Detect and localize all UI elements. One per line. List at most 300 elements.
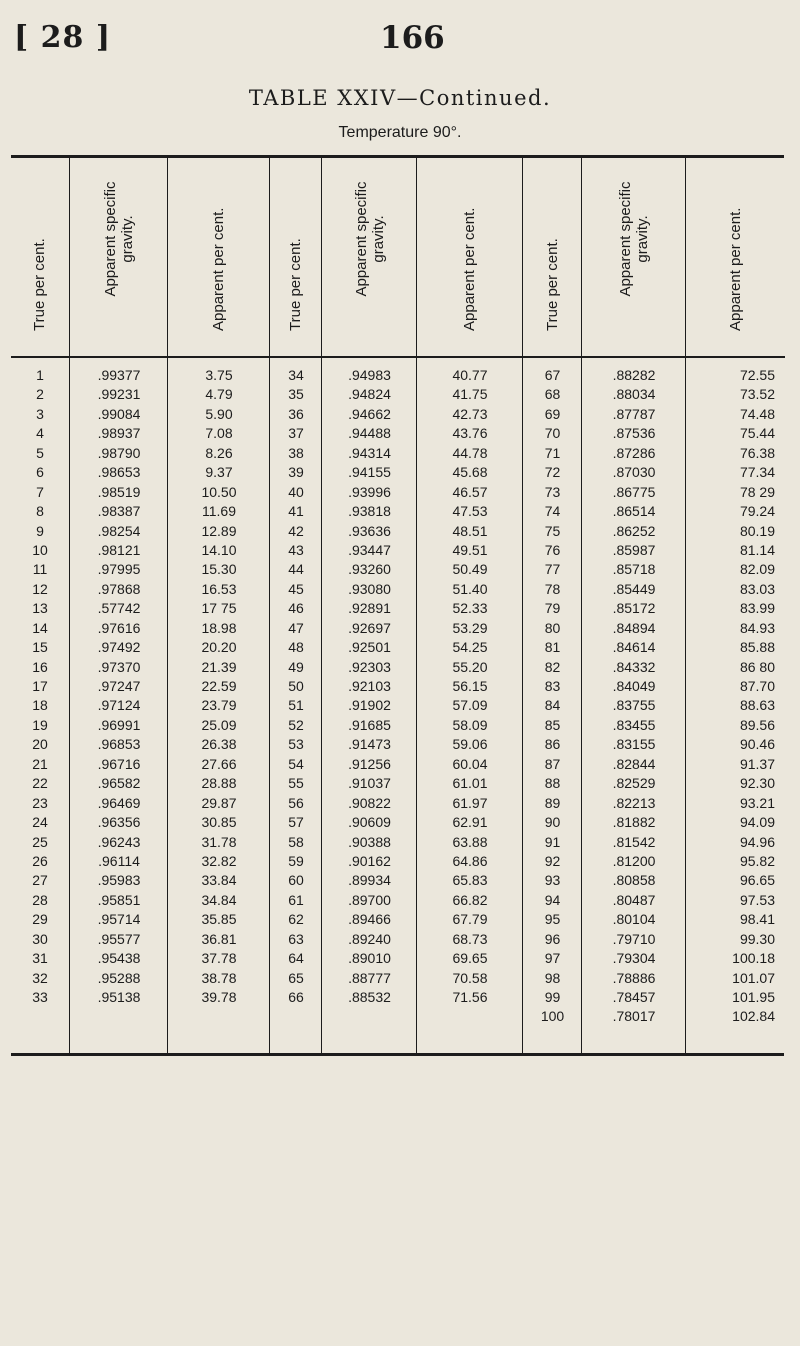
table-cell: .90162 bbox=[348, 852, 391, 869]
table-cell: 80 bbox=[544, 619, 561, 636]
table-cell: 72 bbox=[544, 464, 561, 481]
table-cell: .96853 bbox=[97, 736, 141, 753]
table-cell: .88777 bbox=[348, 969, 391, 986]
table-cell: .84614 bbox=[612, 639, 656, 656]
table-cell: .94824 bbox=[348, 386, 391, 403]
table-cell: 30 bbox=[32, 930, 48, 947]
table-cell: 51 bbox=[288, 697, 304, 714]
table-cell: 47.53 bbox=[452, 503, 488, 520]
table-cell: 15 bbox=[32, 639, 48, 656]
table-cell: 81.14 bbox=[739, 541, 775, 558]
table-cell: 74 bbox=[544, 503, 561, 520]
table-cell: 93 bbox=[544, 872, 561, 889]
table-cell: 50 bbox=[288, 678, 304, 694]
table-cell: 65 bbox=[288, 969, 304, 986]
table-cell: 97.53 bbox=[739, 891, 775, 908]
table-cell: .98653 bbox=[97, 464, 141, 481]
table-cell: .87286 bbox=[612, 444, 656, 461]
table-cell: .92103 bbox=[348, 678, 391, 694]
table-cell: 48.51 bbox=[452, 522, 488, 539]
table-cell: 102.84 bbox=[732, 1008, 775, 1025]
table-cell: .99084 bbox=[97, 405, 141, 422]
table-cell: .79710 bbox=[612, 930, 656, 947]
table-cell: 81 bbox=[544, 639, 561, 656]
column-header bbox=[523, 158, 582, 358]
table-cell: 27 bbox=[32, 872, 48, 889]
column-header-label: Apparent per cent. bbox=[210, 207, 227, 331]
table-cell: .97995 bbox=[97, 561, 141, 578]
table-cell: 94.96 bbox=[739, 833, 775, 850]
table-cell: 70 bbox=[544, 425, 561, 442]
column-cells bbox=[322, 366, 417, 1007]
table-cell: 65.83 bbox=[452, 872, 488, 889]
column-apparent-specific-gravity-2 bbox=[321, 158, 417, 1053]
table-cell: 101.95 bbox=[732, 989, 775, 1005]
table-cell: 79.24 bbox=[739, 503, 775, 520]
table-cell: .96582 bbox=[97, 775, 141, 792]
column-apparent-per-cent-1 bbox=[167, 158, 270, 1053]
table-cell: 78 bbox=[544, 580, 561, 597]
table-cell: .91256 bbox=[348, 755, 391, 772]
column-header bbox=[417, 158, 523, 358]
table-cell: 49 bbox=[288, 658, 304, 675]
table-cell: 84.93 bbox=[739, 619, 775, 636]
table-cell: .85449 bbox=[612, 580, 656, 597]
table-cell: 53 bbox=[288, 736, 304, 753]
table-cell: 45 bbox=[288, 580, 304, 597]
column-apparent-specific-gravity-3 bbox=[581, 158, 686, 1053]
table-cell: 42.73 bbox=[452, 405, 488, 422]
table-cell: 59.06 bbox=[452, 736, 488, 753]
table-cell: 22 bbox=[32, 775, 48, 792]
table-cell: 69 bbox=[544, 405, 561, 422]
table-cell: .78017 bbox=[612, 1008, 656, 1025]
table-cell: 62 bbox=[288, 911, 304, 928]
table-cell: 13 bbox=[32, 600, 48, 617]
table-cell: 45.68 bbox=[452, 464, 488, 481]
table-cell: .91037 bbox=[348, 775, 391, 792]
table-cell: 21 bbox=[32, 755, 48, 772]
table-cell: 70.58 bbox=[452, 969, 488, 986]
column-header bbox=[686, 158, 785, 358]
table-cell: 16.53 bbox=[201, 580, 237, 597]
table-cell: .84332 bbox=[612, 658, 656, 675]
table-cell: 56.15 bbox=[452, 678, 488, 694]
table-cell: 94 bbox=[544, 891, 561, 908]
table-cell: .96991 bbox=[97, 716, 141, 733]
table-cell: 85 bbox=[544, 716, 561, 733]
table-cell: 32 bbox=[32, 969, 48, 986]
table-cell: 54 bbox=[288, 755, 304, 772]
table-cell: 61 bbox=[288, 891, 304, 908]
table-cell: 80.19 bbox=[739, 522, 775, 539]
table-cell: 7.08 bbox=[205, 425, 233, 442]
table-cell: .86514 bbox=[612, 503, 656, 520]
table-cell: 88 bbox=[544, 775, 561, 792]
page-reference: [ 28 ] bbox=[14, 20, 112, 55]
table-cell: 83.99 bbox=[739, 600, 775, 617]
column-cells bbox=[168, 366, 270, 1007]
table-cell: 59 bbox=[288, 852, 304, 869]
table-cell: .83755 bbox=[612, 697, 656, 714]
data-table bbox=[11, 155, 784, 1056]
page-header bbox=[14, 20, 786, 60]
table-cell: .92891 bbox=[348, 600, 391, 617]
table-cell: .89240 bbox=[348, 930, 391, 947]
table-cell: .90609 bbox=[348, 814, 391, 831]
table-cell: .97124 bbox=[97, 697, 141, 714]
table-cell: .95288 bbox=[97, 969, 141, 986]
table-cell: .89466 bbox=[348, 911, 391, 928]
table-cell: 21.39 bbox=[201, 658, 237, 675]
column-header-label: True per cent. bbox=[287, 238, 304, 331]
column-header bbox=[70, 158, 168, 358]
table-cell: 92.30 bbox=[739, 775, 775, 792]
table-cell: 101.07 bbox=[732, 969, 775, 986]
table-cell: .93636 bbox=[348, 522, 391, 539]
table-cell: .94314 bbox=[348, 444, 391, 461]
table-cell: .95577 bbox=[97, 930, 141, 947]
table-cell: .85172 bbox=[612, 600, 656, 617]
table-cell: .94983 bbox=[348, 367, 391, 383]
table-cell: .96356 bbox=[97, 814, 141, 831]
table-cell: 34 bbox=[288, 367, 304, 383]
table-subtitle: Temperature 90°. bbox=[338, 124, 462, 141]
table-cell: 97 bbox=[544, 950, 561, 967]
column-apparent-per-cent-3 bbox=[685, 158, 785, 1053]
table-cell: 51.40 bbox=[452, 580, 488, 597]
table-cell: 60.04 bbox=[452, 755, 488, 772]
column-header bbox=[582, 158, 686, 358]
table-cell: .84894 bbox=[612, 619, 656, 636]
table-cell: 55.20 bbox=[452, 658, 488, 675]
table-cell: 68 bbox=[544, 386, 561, 403]
table-cell: .97370 bbox=[97, 658, 141, 675]
table-cell: 12.89 bbox=[201, 522, 237, 539]
column-header-label: Apparent per cent. bbox=[726, 207, 744, 331]
table-cell: .97492 bbox=[97, 639, 141, 656]
table-cell: .88034 bbox=[612, 386, 656, 403]
column-header-label: True per cent. bbox=[543, 238, 561, 331]
table-cell: .89934 bbox=[348, 872, 391, 889]
table-cell: 58 bbox=[288, 833, 304, 850]
table-cell: .93996 bbox=[348, 483, 391, 500]
table-cell: .96716 bbox=[97, 755, 141, 772]
table-cell: 53.29 bbox=[452, 619, 488, 636]
table-cell: .98937 bbox=[97, 425, 141, 442]
table-cell: .88532 bbox=[348, 989, 391, 1005]
table-cell: .94488 bbox=[348, 425, 391, 442]
table-cell: .91902 bbox=[348, 697, 391, 714]
table-cell: 100.18 bbox=[732, 950, 775, 967]
table-cell: .84049 bbox=[612, 678, 656, 694]
column-cells bbox=[70, 366, 168, 1007]
table-cell: .92303 bbox=[348, 658, 391, 675]
table-cell: 88.63 bbox=[739, 697, 775, 714]
table-cell: 50.49 bbox=[452, 561, 488, 578]
table-cell: 61.01 bbox=[452, 775, 488, 792]
table-cell: .90822 bbox=[348, 794, 391, 811]
table-cell: 14.10 bbox=[201, 541, 237, 558]
table-cell: .92501 bbox=[348, 639, 391, 656]
page-number: 166 bbox=[380, 20, 445, 56]
table-cell: 31.78 bbox=[201, 833, 237, 850]
table-cell: 99.30 bbox=[739, 930, 775, 947]
table-cell: .80487 bbox=[612, 891, 656, 908]
column-header-label: Apparent specific gravity. bbox=[352, 181, 387, 297]
table-cell: 34.84 bbox=[201, 891, 237, 908]
column-header-label: Apparent per cent. bbox=[461, 207, 478, 331]
table-cell: 79 bbox=[544, 600, 561, 617]
table-cell: .81882 bbox=[612, 814, 656, 831]
table-cell: .95138 bbox=[97, 989, 141, 1005]
table-cell: .79304 bbox=[612, 950, 656, 967]
table-cell: 57.09 bbox=[452, 697, 488, 714]
table-cell: 14 bbox=[32, 619, 48, 636]
table-cell: 38 bbox=[288, 444, 304, 461]
table-cell: 7 bbox=[36, 483, 44, 500]
table-cell: .86775 bbox=[612, 483, 656, 500]
table-cell: .89700 bbox=[348, 891, 391, 908]
table-cell: 16 bbox=[32, 658, 48, 675]
table-cell: .82529 bbox=[612, 775, 656, 792]
table-cell: 11.69 bbox=[202, 503, 236, 520]
table-cell: .80858 bbox=[612, 872, 656, 889]
table-cell: 64.86 bbox=[452, 852, 488, 869]
table-cell: 87.70 bbox=[739, 678, 775, 694]
column-cells bbox=[582, 366, 686, 1027]
table-cell: 96 bbox=[544, 930, 561, 947]
table-cell: .96469 bbox=[97, 794, 141, 811]
table-cell: 5 bbox=[36, 444, 44, 461]
table-cell: .96114 bbox=[98, 852, 140, 869]
table-cell: .83155 bbox=[612, 736, 656, 753]
column-header bbox=[270, 158, 322, 358]
table-cell: 41.75 bbox=[452, 386, 488, 403]
table-cell: 30.85 bbox=[201, 814, 237, 831]
table-cell: 29 bbox=[32, 911, 48, 928]
table-cell: .98790 bbox=[97, 444, 141, 461]
table-cell: 3.75 bbox=[205, 367, 233, 383]
table-cell: 6 bbox=[36, 464, 44, 481]
table-cell: 4.79 bbox=[205, 386, 233, 403]
table-cell: 26 bbox=[32, 852, 48, 869]
table-cell: 86 80 bbox=[739, 658, 775, 675]
table-cell: 20.20 bbox=[201, 639, 237, 656]
table-cell: 25.09 bbox=[201, 716, 237, 733]
table-cell: 87 bbox=[544, 755, 561, 772]
table-cell: 39 bbox=[288, 464, 304, 481]
table-cell: 28.88 bbox=[201, 775, 237, 792]
table-cell: 100 bbox=[540, 1008, 565, 1025]
table-cell: 43 bbox=[288, 541, 304, 558]
column-true-per-cent-3 bbox=[522, 158, 582, 1053]
table-cell: 67 bbox=[544, 367, 561, 383]
table-cell: 8.26 bbox=[205, 444, 233, 461]
table-cell: 33 bbox=[32, 989, 48, 1005]
table-cell: 71 bbox=[544, 444, 561, 461]
table-cell: 86 bbox=[544, 736, 561, 753]
table-cell: .57742 bbox=[97, 600, 141, 617]
table-cell: 17 75 bbox=[201, 600, 237, 617]
table-cell: 83 bbox=[544, 678, 561, 694]
table-cell: .81200 bbox=[612, 852, 656, 869]
table-cell: .85718 bbox=[612, 561, 656, 578]
table-cell: 74.48 bbox=[739, 405, 775, 422]
table-cell: 71.56 bbox=[452, 989, 488, 1005]
column-apparent-specific-gravity-1 bbox=[69, 158, 168, 1053]
table-cell: 55 bbox=[288, 775, 304, 792]
table-cell: .93260 bbox=[348, 561, 391, 578]
table-cell: 39.78 bbox=[201, 989, 237, 1005]
table-cell: .83455 bbox=[612, 716, 656, 733]
table-cell: 49.51 bbox=[452, 541, 488, 558]
table-cell: 56 bbox=[288, 794, 304, 811]
table-cell: 32.82 bbox=[201, 852, 237, 869]
table-cell: 73 bbox=[544, 483, 561, 500]
table-cell: .82213 bbox=[612, 794, 656, 811]
table-cell: .97868 bbox=[97, 580, 141, 597]
table-cell: .94662 bbox=[348, 405, 391, 422]
table-cell: 48 bbox=[288, 639, 304, 656]
table-cell: 31 bbox=[32, 950, 48, 967]
table-cell: .95851 bbox=[97, 891, 141, 908]
table-cell: 37 bbox=[288, 425, 304, 442]
table-cell: 66.82 bbox=[452, 891, 488, 908]
table-cell: 89.56 bbox=[739, 716, 775, 733]
table-cell: 91 bbox=[544, 833, 561, 850]
column-header-label: True per cent. bbox=[31, 238, 48, 331]
column-cells bbox=[11, 366, 69, 1007]
table-cell: 15.30 bbox=[201, 561, 237, 578]
table-cell: .97616 bbox=[97, 619, 141, 636]
column-header-label: Apparent specific gravity. bbox=[102, 181, 136, 297]
column-cells bbox=[523, 366, 582, 1027]
table-cell: 23.79 bbox=[201, 697, 237, 714]
table-cell: .86252 bbox=[612, 522, 656, 539]
table-cell: .99231 bbox=[97, 386, 141, 403]
table-cell: 35 bbox=[288, 386, 304, 403]
table-cell: .98121 bbox=[97, 541, 141, 558]
table-cell: 95 bbox=[544, 911, 561, 928]
table-cell: 5.90 bbox=[205, 405, 233, 422]
table-cell: .90388 bbox=[348, 833, 391, 850]
table-cell: .93818 bbox=[348, 503, 391, 520]
table-cell: 29.87 bbox=[201, 794, 237, 811]
table-cell: 90.46 bbox=[739, 736, 775, 753]
column-cells bbox=[270, 366, 322, 1007]
table-cell: 18 bbox=[32, 697, 48, 714]
table-cell: .87787 bbox=[612, 405, 656, 422]
table-cell: 8 bbox=[36, 503, 44, 520]
table-cell: 67.79 bbox=[452, 911, 488, 928]
table-cell: 19 bbox=[32, 716, 48, 733]
table-cell: 23 bbox=[32, 794, 48, 811]
table-cell: 84 bbox=[544, 697, 561, 714]
table-cell: 75 bbox=[544, 522, 561, 539]
table-cell: 1 bbox=[36, 367, 44, 383]
table-cell: .92697 bbox=[348, 619, 391, 636]
table-cell: .80104 bbox=[612, 911, 656, 928]
table-cell: 46.57 bbox=[452, 483, 488, 500]
table-cell: 64 bbox=[288, 950, 304, 967]
table-cell: 46 bbox=[288, 600, 304, 617]
table-cell: 66 bbox=[288, 989, 304, 1005]
table-cell: 83.03 bbox=[739, 580, 775, 597]
table-cell: 57 bbox=[288, 814, 304, 831]
table-cell: 37.78 bbox=[201, 950, 237, 967]
table-cell: 93.21 bbox=[739, 794, 775, 811]
table-cell: 95.82 bbox=[739, 852, 775, 869]
table-cell: 40 bbox=[288, 483, 304, 500]
table-cell: 10 bbox=[32, 541, 48, 558]
table-cell: 91.37 bbox=[739, 755, 775, 772]
table-cell: .85987 bbox=[612, 541, 656, 558]
table-cell: 2 bbox=[36, 386, 44, 403]
table-cell: 72.55 bbox=[739, 367, 775, 383]
column-cells bbox=[417, 366, 523, 1007]
table-cell: 35.85 bbox=[201, 911, 237, 928]
table-cell: 52 bbox=[288, 716, 304, 733]
table-cell: 68.73 bbox=[452, 930, 488, 947]
table-cell: 25 bbox=[32, 833, 48, 850]
table-cell: 89 bbox=[544, 794, 561, 811]
table-cell: .81542 bbox=[612, 833, 656, 850]
table-cell: 18.98 bbox=[201, 619, 237, 636]
table-cell: 36 bbox=[288, 405, 304, 422]
table-cell: 12 bbox=[32, 580, 48, 597]
column-header bbox=[322, 158, 417, 358]
table-cell: .93080 bbox=[348, 580, 391, 597]
table-cell: 61.97 bbox=[452, 794, 488, 811]
table-cell: 73.52 bbox=[739, 386, 775, 403]
table-cell: 82.09 bbox=[739, 561, 775, 578]
table-cell: .91473 bbox=[348, 736, 391, 753]
table-cell: 62.91 bbox=[452, 814, 488, 831]
table-cell: 63 bbox=[288, 930, 304, 947]
table-cell: 60 bbox=[288, 872, 304, 889]
table-cell: 11 bbox=[32, 561, 48, 578]
table-cell: 76 bbox=[544, 541, 561, 558]
table-cell: 10.50 bbox=[201, 483, 237, 500]
table-cell: 94.09 bbox=[739, 814, 775, 831]
table-cell: 98.41 bbox=[739, 911, 775, 928]
table-cell: 52.33 bbox=[452, 600, 488, 617]
table-cell: .98254 bbox=[97, 522, 141, 539]
column-apparent-per-cent-2 bbox=[416, 158, 523, 1053]
table-cell: .91685 bbox=[348, 716, 391, 733]
table-cell: .98387 bbox=[97, 503, 141, 520]
table-cell: 40.77 bbox=[452, 367, 488, 383]
table-cell: 82 bbox=[544, 658, 561, 675]
table-cell: .95983 bbox=[97, 872, 141, 889]
table-cell: .88282 bbox=[612, 367, 656, 383]
table-cell: 63.88 bbox=[452, 833, 488, 850]
table-cell: 99 bbox=[544, 989, 561, 1005]
table-cell: 69.65 bbox=[452, 950, 488, 967]
table-cell: 4 bbox=[36, 425, 44, 442]
table-cell: 24 bbox=[32, 814, 48, 831]
table-cell: .93447 bbox=[348, 541, 391, 558]
table-cell: 27.66 bbox=[201, 755, 237, 772]
table-cell: 41 bbox=[288, 503, 304, 520]
table-cell: 85.88 bbox=[739, 639, 775, 656]
table-cell: 75.44 bbox=[739, 425, 775, 442]
table-title: TABLE XXIV—Continued. bbox=[248, 86, 552, 110]
table-cell: .98519 bbox=[97, 483, 141, 500]
table-cell: 77.34 bbox=[739, 464, 775, 481]
table-cell: 78 29 bbox=[739, 483, 775, 500]
